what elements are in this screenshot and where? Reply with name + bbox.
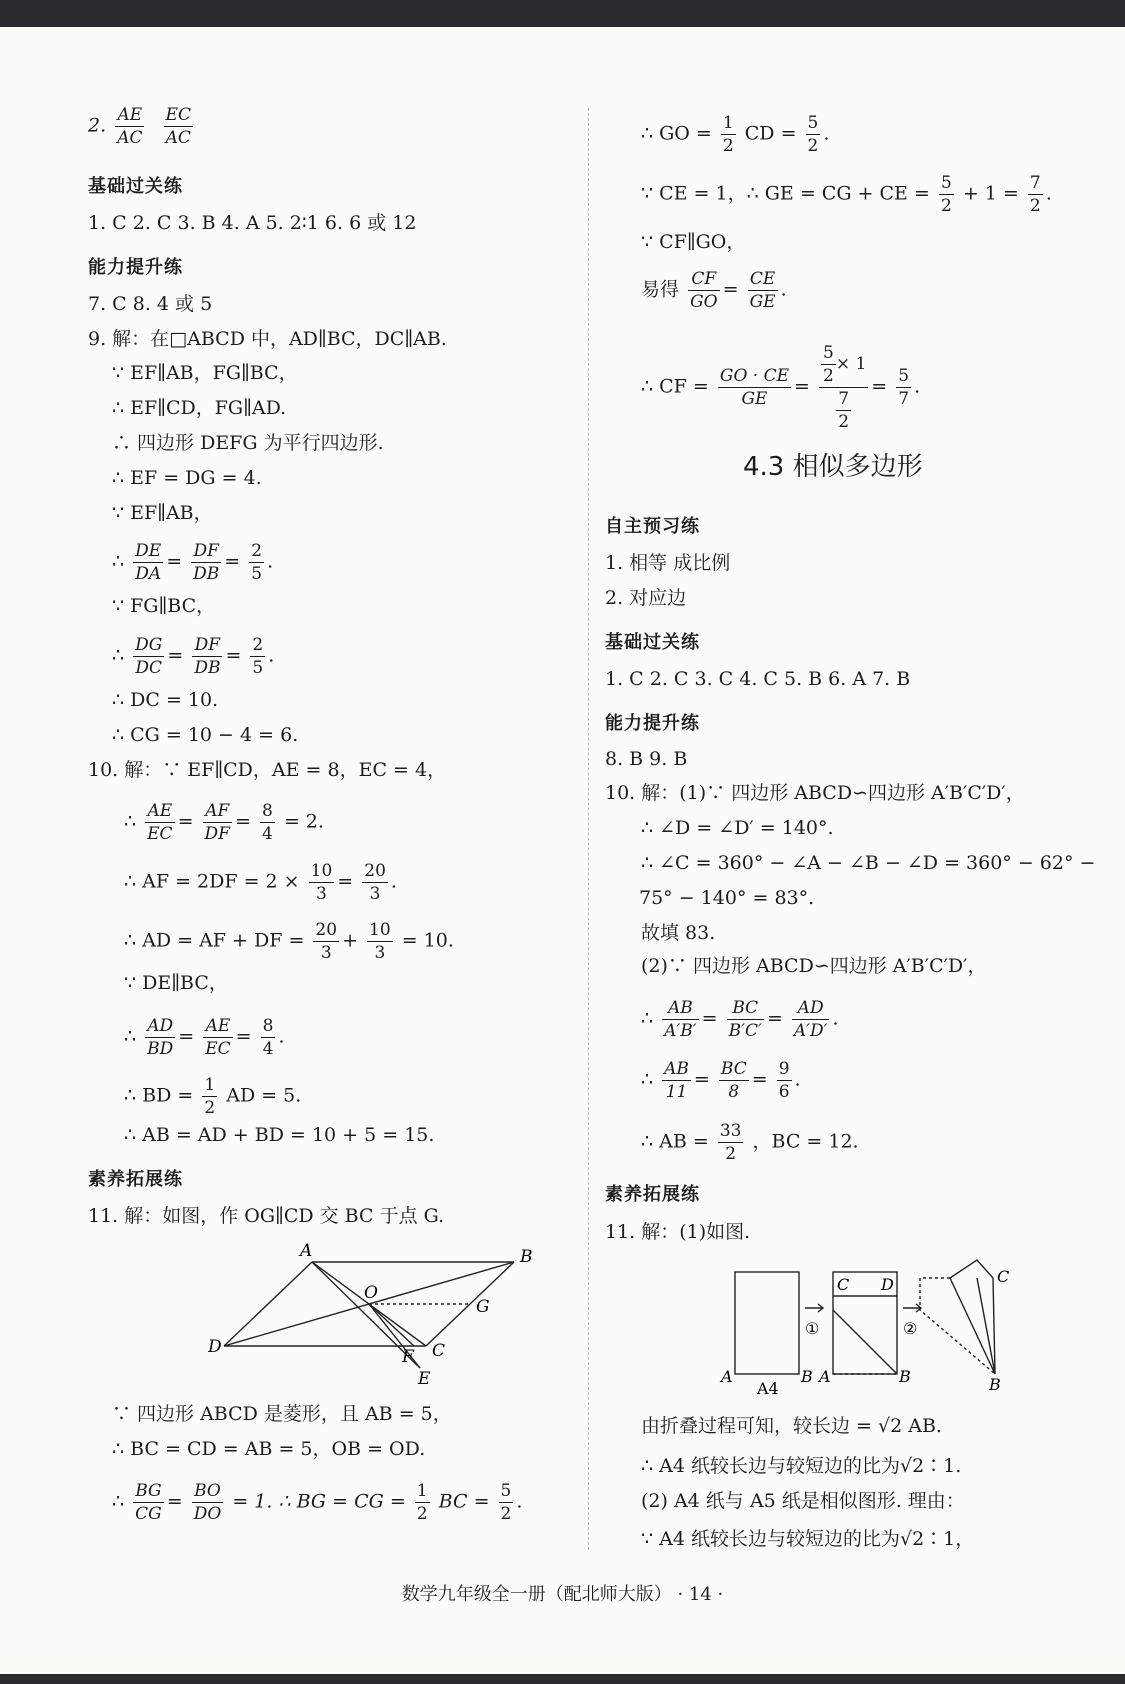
cont-line: ∵ CF∥GO， xyxy=(641,231,746,253)
label-A: A xyxy=(721,1367,733,1386)
label-G: G xyxy=(476,1297,490,1317)
label-E: E xyxy=(418,1369,431,1389)
column-divider xyxy=(588,108,589,1550)
section-heading-extension: 素养拓展练 xyxy=(88,1169,183,1190)
q10-line: ∴ ∠C = 360° − ∠A − ∠B − ∠D = 360° − 62° − xyxy=(641,852,1096,874)
ability-answers: 8. B 9. B xyxy=(605,748,688,770)
q10-line: (2)∵ 四边形 ABCD∽四边形 A′B′C′D′， xyxy=(641,955,987,977)
q10-fraction-line: ∴ $\frac{AB}{A'B'}$ = $\frac{BC}{B'C'}$ = $\frac{AD}{A'D'}$ . xyxy=(641,998,839,1041)
label-step-2: ② xyxy=(903,1319,918,1338)
q11-line: 11. 解：(1)如图. xyxy=(605,1221,751,1243)
section-heading-extension: 素养拓展练 xyxy=(605,1184,700,1205)
q9-fraction-line: ∴ $\frac{DE}{DA}$ = $\frac{DF}{DB}$ = $\frac{2}{5}$ . xyxy=(112,541,274,584)
q10-line: ∴ ∠D = ∠D′ = 140°. xyxy=(641,817,834,839)
label-B: B xyxy=(899,1367,911,1386)
cont-fraction-line: 易得 $\frac{CF}{GO}$ = $\frac{CE}{GE}$ . xyxy=(641,269,787,312)
q10-fraction-line: ∴ AF = 2DF = 2 × $\frac{10}{3}$ = $\frac{20}{3}$ . xyxy=(124,861,397,904)
q10-fraction-line: ∴ AB = $\frac{33}{2}$ ，BC = 12. xyxy=(641,1121,859,1164)
section-heading-preview: 自主预习练 xyxy=(605,516,700,537)
basic-answers: 1. C 2. C 3. B 4. A 5. 2∶1 6. 6 或 12 xyxy=(88,212,417,234)
ability-answers: 7. C 8. 4 或 5 xyxy=(88,293,213,315)
q11-line: 11. 解：如图，作 OG∥CD 交 BC 于点 G. xyxy=(88,1205,445,1227)
basic-answers: 1. C 2. C 3. C 4. C 5. B 6. A 7. B xyxy=(605,668,911,690)
q10-fraction-line: ∴ AD = AF + DF = $\frac{20}{3}$ + $\frac{10}{3}$ = 10. xyxy=(124,920,454,963)
final-fold-edge xyxy=(977,1278,995,1374)
label-B: B xyxy=(989,1375,1001,1394)
q9-line: ∴ CG = 10 − 4 = 6. xyxy=(112,724,299,746)
q10-fraction-line: ∴ $\frac{AD}{BD}$ = $\frac{AE}{EC}$ = $\frac{8}{4}$ . xyxy=(124,1016,285,1059)
label-B: B xyxy=(801,1367,813,1386)
q10-fraction-line: ∴ $\frac{AB}{11}$ = $\frac{BC}{8}$ = $\frac{9}{6}$ . xyxy=(641,1059,801,1102)
q10-line: ∵ DE∥BC， xyxy=(124,972,228,994)
preview-answer: 1. 相等 成比例 xyxy=(605,552,731,574)
q11-line: ∴ BC = CD = AB = 5，OB = OD. xyxy=(112,1438,426,1460)
q9-line: ∴ 四边形 DEFG 为平行四边形. xyxy=(112,432,384,454)
section-heading-ability: 能力提升练 xyxy=(605,713,700,734)
final-fold-outline xyxy=(950,1260,993,1278)
paper-fold-figure xyxy=(715,1250,1035,1395)
q9-line: ∴ EF∥CD，FG∥AD. xyxy=(112,397,287,419)
label-C: C xyxy=(997,1267,1010,1286)
label-C: C xyxy=(432,1341,446,1361)
q11-line: (2) A4 纸与 A5 纸是相似图形. 理由： xyxy=(641,1490,965,1512)
label-F: F xyxy=(402,1347,414,1367)
a4-sheet xyxy=(735,1272,799,1374)
final-fold-edge xyxy=(950,1278,995,1374)
final-fold-edge xyxy=(993,1278,995,1374)
label-A: A xyxy=(300,1241,313,1261)
label-D: D xyxy=(881,1275,894,1294)
q9-line: ∵ FG∥BC， xyxy=(112,595,216,617)
label-A: A xyxy=(819,1367,831,1386)
section-heading-basic: 基础过关练 xyxy=(88,176,183,197)
section-heading-ability: 能力提升练 xyxy=(88,257,183,278)
q10-line: ∴ AB = AD + BD = 10 + 5 = 15. xyxy=(124,1124,435,1146)
scan-top-border xyxy=(0,0,1125,27)
label-D: D xyxy=(208,1337,222,1357)
label-B: B xyxy=(520,1247,533,1267)
cont-fraction-line: ∴ GO = $\frac{1}{2}$ CD = $\frac{5}{2}$ . xyxy=(641,113,830,156)
q11-line: ∵ 四边形 ABCD 是菱形，且 AB = 5， xyxy=(112,1403,452,1425)
preview-answer: 2. 对应边 xyxy=(605,587,687,609)
page-footer: 数学九年级全一册（配北师大版） · 14 · xyxy=(401,1584,724,1605)
cont-complex-fraction-line: ∴ CF = $\frac{GO \cdot CE}{GE}$ = $\frac{5}{2}$ × 1 $\frac{7}{2}$ = $\frac{5}{7}$ . xyxy=(641,343,921,432)
q9-fraction-line: ∴ $\frac{DG}{DC}$ = $\frac{DF}{DB}$ = $\frac{2}{5}$ . xyxy=(112,635,275,678)
cont-fraction-line: ∵ CE = 1，∴ GE = CG + CE = $\frac{5}{2}$ + 1 = $\frac{7}{2}$ . xyxy=(641,173,1052,216)
label-step-1: ① xyxy=(805,1319,820,1338)
scan-bottom-border xyxy=(0,1674,1125,1684)
q9-line: ∵ EF∥AB， xyxy=(112,502,213,524)
fold-diagonal xyxy=(833,1310,897,1374)
q2-answer: 2. $\frac{AE}{AC}$ $\frac{EC}{AC}$ xyxy=(88,105,191,148)
q9-line: ∵ EF∥AB，FG∥BC， xyxy=(112,362,298,384)
q9-line: ∴ DC = 10. xyxy=(112,689,219,711)
complex-fraction: $\frac{5}{2}$ × 1 $\frac{7}{2}$ xyxy=(819,342,868,433)
rhombus-figure xyxy=(208,1240,548,1400)
label-O: O xyxy=(364,1283,378,1303)
q10-line: 10. 解：∵ EF∥CD，AE = 8，EC = 4， xyxy=(88,759,447,781)
q9-line: ∴ EF = DG = 4. xyxy=(112,467,262,489)
q11-line: ∵ A4 纸较长边与较短边的比为√2∶1， xyxy=(641,1528,975,1550)
q10-line: 故填 83. xyxy=(641,922,716,944)
q11-line: ∴ A4 纸较长边与较短边的比为√2∶1. xyxy=(641,1455,962,1477)
q9-line: 9. 解：在□ABCD 中，AD∥BC，DC∥AB. xyxy=(88,328,447,350)
q11-line: 由折叠过程可知，较长边 = √2 AB. xyxy=(641,1415,942,1437)
section-heading-basic: 基础过关练 xyxy=(605,632,700,653)
section-title: 4.3 相似多边形 xyxy=(743,452,923,482)
label-A4: A4 xyxy=(757,1379,779,1395)
q11-fraction-line: ∴ $\frac{BG}{CG}$ = $\frac{BO}{DO}$ = 1. ∴ BG = CG = $\frac{1}{2}$ BC = $\frac{5}{2}$ . xyxy=(112,1481,523,1524)
q10-fraction-line: ∴ BD = $\frac{1}{2}$ AD = 5. xyxy=(124,1075,302,1118)
q10-fraction-line: ∴ $\frac{AE}{EC}$ = $\frac{AF}{DF}$ = $\frac{8}{4}$ = 2. xyxy=(124,801,324,844)
q10-line: 10. 解：(1)∵ 四边形 ABCD∽四边形 A′B′C′D′， xyxy=(605,782,1025,804)
label-C: C xyxy=(837,1275,850,1294)
q10-line: 75° − 140° = 83°. xyxy=(639,887,815,909)
